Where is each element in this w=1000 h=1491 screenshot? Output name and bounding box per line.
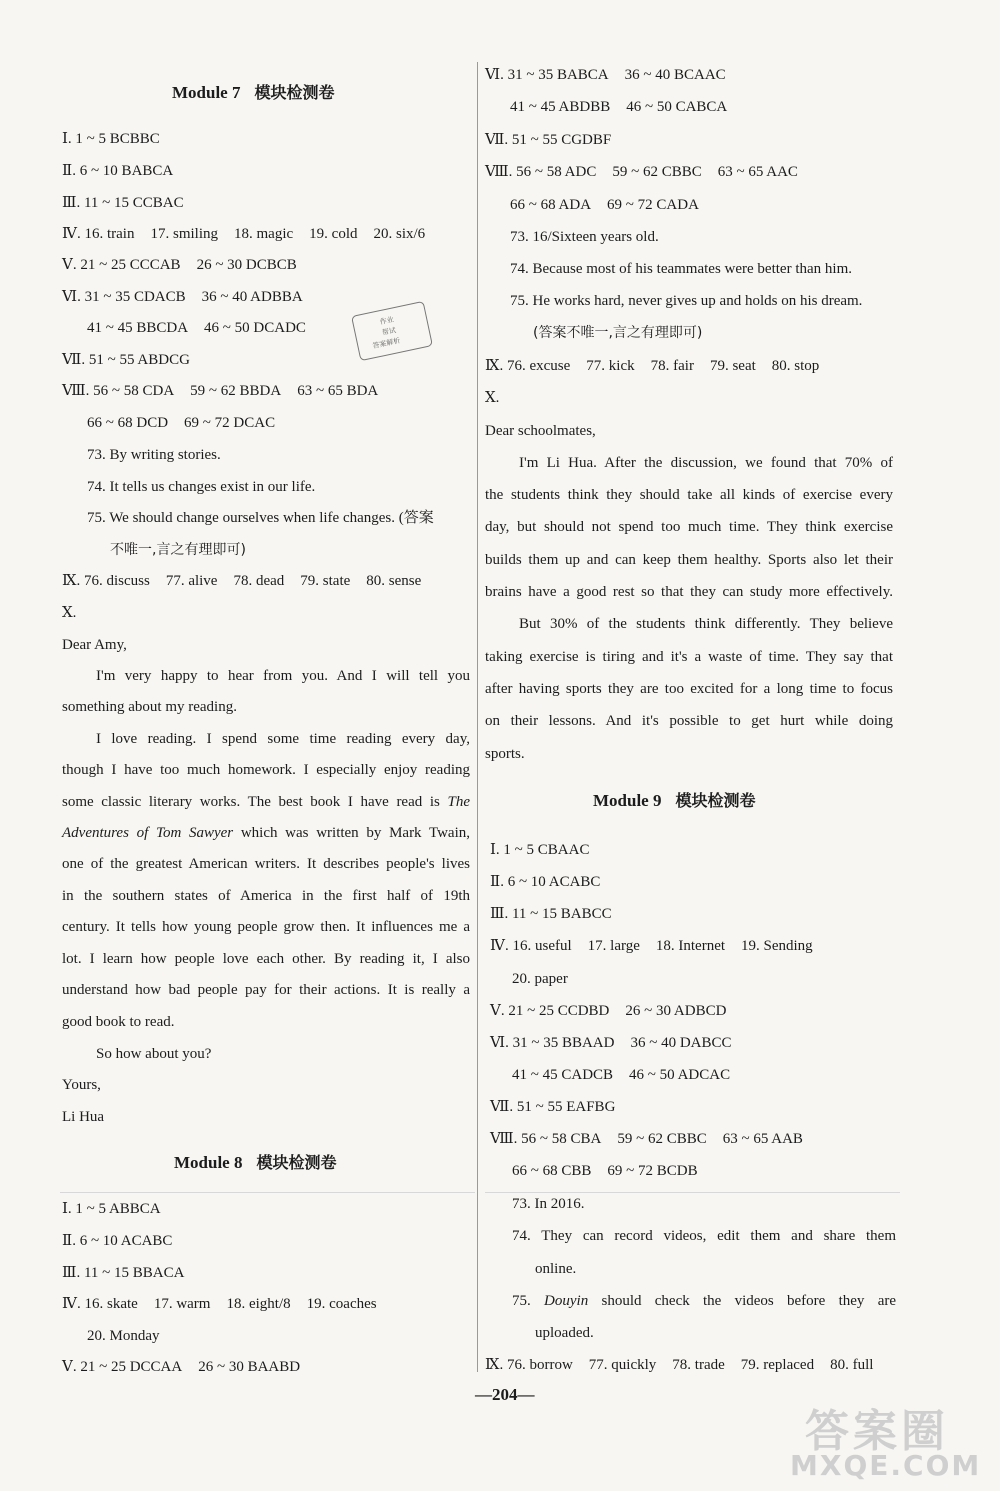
module8-answer-75-note: (答案不唯一,言之有理即可) xyxy=(533,325,703,341)
faint-rule xyxy=(60,1192,475,1193)
module7-section-10: Ⅹ. xyxy=(62,605,77,621)
module7-section-9: Ⅸ. 76. discuss 77. alive 78. dead 79. state 80. sense xyxy=(62,573,422,589)
module7-answer-74: 74. It tells us changes exist in our life. xyxy=(87,479,316,495)
module9-section-8a: Ⅷ. 56 ~ 58 CBA 59 ~ 62 CBBC 63 ~ 65 AAB xyxy=(490,1131,803,1147)
letter-line: I love reading. I spend some time reading every day, xyxy=(96,731,470,747)
letter-line: builds them up and can keep them healthy. Sports also let their xyxy=(485,552,893,568)
letter-line: So how about you? xyxy=(96,1046,212,1062)
letter-closing: Yours, xyxy=(62,1077,101,1093)
module9-answer-75: 75. Douyin should check the videos before they are xyxy=(512,1293,897,1309)
letter-line: taking exercise is tiring and it's a waste of time. They say that xyxy=(485,649,893,665)
module7-heading: Module 7 模块检测卷 xyxy=(172,83,335,102)
module9-section-4b: 20. paper xyxy=(512,971,568,987)
letter-line: something about my reading. xyxy=(62,699,237,715)
letter-greeting: Dear schoolmates, xyxy=(485,423,596,439)
module7-section-6b: 41 ~ 45 BBCDA 46 ~ 50 DCADC xyxy=(87,320,306,336)
module7-answer-73: 73. By writing stories. xyxy=(87,447,221,463)
module8-section-2: Ⅱ. 6 ~ 10 ACABC xyxy=(62,1233,173,1249)
module8-section-6a: Ⅵ. 31 ~ 35 BABCA 36 ~ 40 BCAAC xyxy=(485,67,726,83)
module9-section-4: Ⅳ. 16. useful 17. large 18. Internet 19. Sending xyxy=(490,938,813,954)
faint-rule xyxy=(485,1192,900,1193)
module9-heading: Module 9 模块检测卷 xyxy=(593,791,756,810)
module8-answer-75: 75. He works hard, never gives up and holds on his dream. xyxy=(510,293,863,309)
module9-section-1: Ⅰ. 1 ~ 5 CBAAC xyxy=(490,842,590,858)
module7-section-2: Ⅱ. 6 ~ 10 BABCA xyxy=(62,163,174,179)
module7-section-1: Ⅰ. 1 ~ 5 BCBBC xyxy=(62,131,160,147)
letter-line: in the southern states of America in the first half of 19th xyxy=(62,888,470,904)
column-divider xyxy=(477,62,478,1372)
module9-answer-75b: uploaded. xyxy=(535,1325,594,1341)
module8-section-4: Ⅳ. 16. skate 17. warm 18. eight/8 19. coaches xyxy=(62,1296,377,1312)
module8-section-8b: 66 ~ 68 ADA 69 ~ 72 CADA xyxy=(510,197,699,213)
module8-section-8a: Ⅷ. 56 ~ 58 ADC 59 ~ 62 CBBC 63 ~ 65 AAC xyxy=(485,164,798,180)
module7-section-6a: Ⅵ. 31 ~ 35 CDACB 36 ~ 40 ADBBA xyxy=(62,289,303,305)
homework-stamp: 作业 帮试 答案解析 xyxy=(351,301,433,361)
letter-line: the students think they should take all kinds of exercise every xyxy=(485,487,893,503)
site-watermark: 答案圈 MXQE.COM xyxy=(790,1406,982,1482)
letter-line: But 30% of the students think differently. They believe xyxy=(519,616,893,632)
module9-section-8b: 66 ~ 68 CBB 69 ~ 72 BCDB xyxy=(512,1163,698,1179)
module7-answer-75: 75. We should change ourselves when life changes. (答案 xyxy=(87,510,434,526)
module9-section-5: Ⅴ. 21 ~ 25 CCDBD 26 ~ 30 ADBCD xyxy=(490,1003,727,1019)
letter-line: sports. xyxy=(485,746,525,762)
letter-line: brains have a good rest so that they can study more effectively. xyxy=(485,584,893,600)
module9-section-2: Ⅱ. 6 ~ 10 ACABC xyxy=(490,874,601,890)
module9-section-6a: Ⅵ. 31 ~ 35 BBAAD 36 ~ 40 DABCC xyxy=(490,1035,732,1051)
letter-line: after having sports they are too excited for a long time to focus xyxy=(485,681,893,697)
module9-section-7: Ⅶ. 51 ~ 55 EAFBG xyxy=(490,1099,616,1115)
module7-section-3: Ⅲ. 11 ~ 15 CCBAC xyxy=(62,195,184,211)
module8-section-1: Ⅰ. 1 ~ 5 ABBCA xyxy=(62,1201,161,1217)
module7-section-5: Ⅴ. 21 ~ 25 CCCAB 26 ~ 30 DCBCB xyxy=(62,257,297,273)
module9-section-9: Ⅸ. 76. borrow 77. quickly 78. trade 79. replaced 80. full xyxy=(485,1357,874,1373)
module8-answer-73: 73. 16/Sixteen years old. xyxy=(510,229,659,245)
module9-answer-74: 74. They can record videos, edit them and share them xyxy=(512,1228,896,1244)
module8-section-4b: 20. Monday xyxy=(87,1328,160,1344)
module8-answer-74: 74. Because most of his teammates were better than him. xyxy=(510,261,852,277)
letter-line: Adventures of Tom Sawyer which was written by Mark Twain, xyxy=(62,825,471,841)
module8-section-5: Ⅴ. 21 ~ 25 DCCAA 26 ~ 30 BAABD xyxy=(62,1359,301,1375)
letter-signature: Li Hua xyxy=(62,1109,105,1125)
module8-section-7: Ⅶ. 51 ~ 55 CGDBF xyxy=(485,132,612,148)
module8-heading: Module 8 模块检测卷 xyxy=(174,1153,337,1172)
letter-greeting: Dear Amy, xyxy=(62,637,127,653)
letter-line: understand how bad people pay for their actions. It is really a xyxy=(62,982,470,998)
module9-answer-74b: online. xyxy=(535,1261,577,1277)
letter-line: I'm Li Hua. After the discussion, we found that 70% of xyxy=(519,455,893,471)
letter-line: I'm very happy to hear from you. And I will tell you xyxy=(96,668,470,684)
module9-section-6b: 41 ~ 45 CADCB 46 ~ 50 ADCAC xyxy=(512,1067,731,1083)
letter-line: on their lessons. And it's possible to get hurt while doing xyxy=(485,713,893,729)
module8-section-6b: 41 ~ 45 ABDBB 46 ~ 50 CABCA xyxy=(510,99,728,115)
module7-section-4: Ⅳ. 16. train 17. smiling 18. magic 19. cold 20. six/6 xyxy=(62,226,426,242)
module7-answer-75-note: 不唯一,言之有理即可) xyxy=(110,542,246,558)
letter-line: good book to read. xyxy=(62,1014,175,1030)
letter-line: one of the greatest American writers. It describes people's lives xyxy=(62,856,470,872)
module7-section-7: Ⅶ. 51 ~ 55 ABDCG xyxy=(62,352,190,368)
module8-section-10: Ⅹ. xyxy=(485,390,500,406)
letter-line: lot. I learn how people love each other. By reading it, I also xyxy=(62,951,470,967)
letter-line: some classic literary works. The best book I have read is The xyxy=(62,794,470,810)
module9-answer-73: 73. In 2016. xyxy=(512,1196,585,1212)
letter-line: century. It tells how young people grow then. It influences me a xyxy=(62,919,470,935)
page-number: —204— xyxy=(475,1385,535,1404)
module7-section-8a: Ⅷ. 56 ~ 58 CDA 59 ~ 62 BBDA 63 ~ 65 BDA xyxy=(62,383,379,399)
module7-section-8b: 66 ~ 68 DCD 69 ~ 72 DCAC xyxy=(87,415,276,431)
module8-section-3: Ⅲ. 11 ~ 15 BBACA xyxy=(62,1265,185,1281)
module8-section-9: Ⅸ. 76. excuse 77. kick 78. fair 79. seat 80. stop xyxy=(485,358,820,374)
letter-line: day, but should not spend too much time. They think exercise xyxy=(485,519,893,535)
module9-section-3: Ⅲ. 11 ~ 15 BABCC xyxy=(490,906,612,922)
letter-line: though I have too much homework. I especially enjoy reading xyxy=(62,762,470,778)
